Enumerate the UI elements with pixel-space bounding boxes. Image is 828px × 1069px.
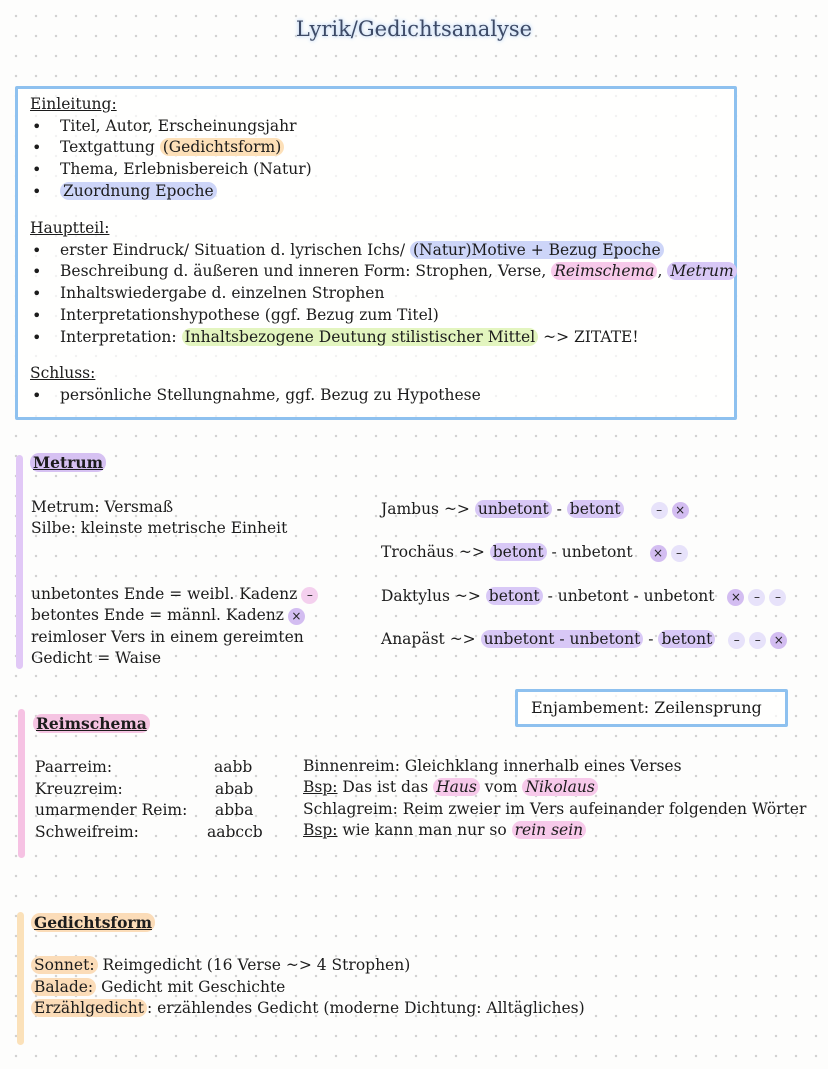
list-item: • erster Eindruck/ Situation d. lyrischen Ichs/ (Natur)Motive + Bezug Epoche [30,240,730,262]
highlight-motive: (Natur)Motive + Bezug Epoche [410,241,664,259]
unstressed-icon: – [769,589,786,606]
stressed-icon: × [288,608,305,625]
metrum-marker-bar [16,455,23,669]
list-item: • Interpretation: Inhaltsbezogene Deutung stilistischer Mittel ~> ZITATE! [30,327,730,349]
schlagreim-line: Schlagreim: Reim zweier im Vers aufeinander folgenden Wörter [303,800,807,818]
reimschema-marker-bar [18,709,25,858]
unstressed-icon: – [748,589,765,606]
reim-scheme: aabccb [207,823,263,841]
reimschema-heading: Reimschema [33,713,150,736]
stressed-icon: × [770,632,787,649]
list-item: • Thema, Erlebnisbereich (Natur) [30,159,730,181]
erzaehlgedicht-line: Erzählgedicht : erzählendes Gedicht (moderne Dichtung: Alltägliches) [31,998,585,1020]
stressed-icon: × [672,502,689,519]
waise-line2: Gedicht = Waise [31,649,162,667]
foot-trochaeus: Trochäus ~> betont - unbetont × – [381,542,688,564]
metrum-definition: Metrum: Versmaß [31,498,174,516]
unstressed-icon: – [728,632,745,649]
schluss-list [30,385,730,407]
hauptteil-list [30,240,734,349]
highlight-gedichtsform: (Gedichtsform) [160,138,285,156]
enjambement-box: Enjambement: Zeilensprung [515,689,788,727]
highlight-metrum: Metrum [667,262,736,280]
metrum-heading: Metrum [30,452,106,475]
unstressed-icon: – [671,545,688,562]
kadenz-maennl: betontes Ende = männl. Kadenz × [31,605,305,627]
gedichtsform-heading: Gedichtsform [31,912,155,935]
list-item [30,181,730,203]
balade-line: Balade: Gedicht mit Geschichte [31,977,285,999]
reim-name: Paarreim: [35,758,113,776]
kadenz-weibl: unbetontes Ende = weibl. Kadenz – [31,584,318,606]
foot-daktylus: Daktylus ~> betont - unbetont - unbetont × – – [381,586,786,608]
list-item: • persönliche Stellungnahme, ggf. Bezug zu Hypothese [30,385,730,407]
einleitung-heading: Einleitung: [30,95,117,113]
hauptteil-heading: Hauptteil: [30,219,110,237]
binnenreim-example: Bsp: Das ist das Haus vom Nikolaus [303,777,598,799]
list-item: • Inhaltswiedergabe d. einzelnen Strophen [30,283,730,305]
silbe-definition: Silbe: kleinste metrische Einheit [31,519,288,537]
binnenreim-line: Binnenreim: Gleichklang innerhalb eines Verses [303,757,682,775]
schluss-section [30,363,730,406]
hauptteil-section [30,218,734,348]
einleitung-list [30,116,730,203]
highlight-epoche: Zuordnung Epoche [60,182,217,200]
list-item: • Beschreibung d. äußeren und inneren Form: Strophen, Verse, Reimschema , Metrum [30,261,730,283]
unstressed-icon: – [301,587,318,604]
schluss-heading: Schluss: [30,364,96,382]
reim-scheme: aabb [214,758,253,776]
stressed-icon: × [650,545,667,562]
page-title: Lyrik/Gedichtsanalyse [295,17,533,41]
waise-line1: reimloser Vers in einem gereimten [31,628,304,646]
sonnet-line: Sonnet: Reimgedicht (16 Verse ~> 4 Strophen) [31,955,410,977]
foot-anapaest: Anapäst ~> unbetont - unbetont - betont – – × [381,629,787,651]
reim-name: Kreuzreim: [35,780,123,798]
list-item: • Textgattung (Gedichtsform) [30,137,730,159]
reim-scheme: abba [215,801,254,819]
gedichtsform-marker-bar [17,912,24,1045]
reim-scheme: abab [215,780,254,798]
list-item: • Titel, Autor, Erscheinungsjahr [30,116,730,138]
highlight-deutung: Inhaltsbezogene Deutung stilistischer Mittel [182,328,539,346]
einleitung-section [30,94,730,203]
reim-name: Schweifreim: [35,823,139,841]
foot-jambus: Jambus ~> unbetont - betont – × [381,499,689,521]
highlight-reimschema: Reimschema [551,262,657,280]
unstressed-icon: – [749,632,766,649]
list-item: • Interpretationshypothese (ggf. Bezug zum Titel) [30,305,730,327]
reim-name: umarmender Reim: [35,801,188,819]
stressed-icon: × [727,589,744,606]
schlagreim-example: Bsp: wie kann man nur so rein sein [303,820,586,842]
unstressed-icon: – [651,502,668,519]
